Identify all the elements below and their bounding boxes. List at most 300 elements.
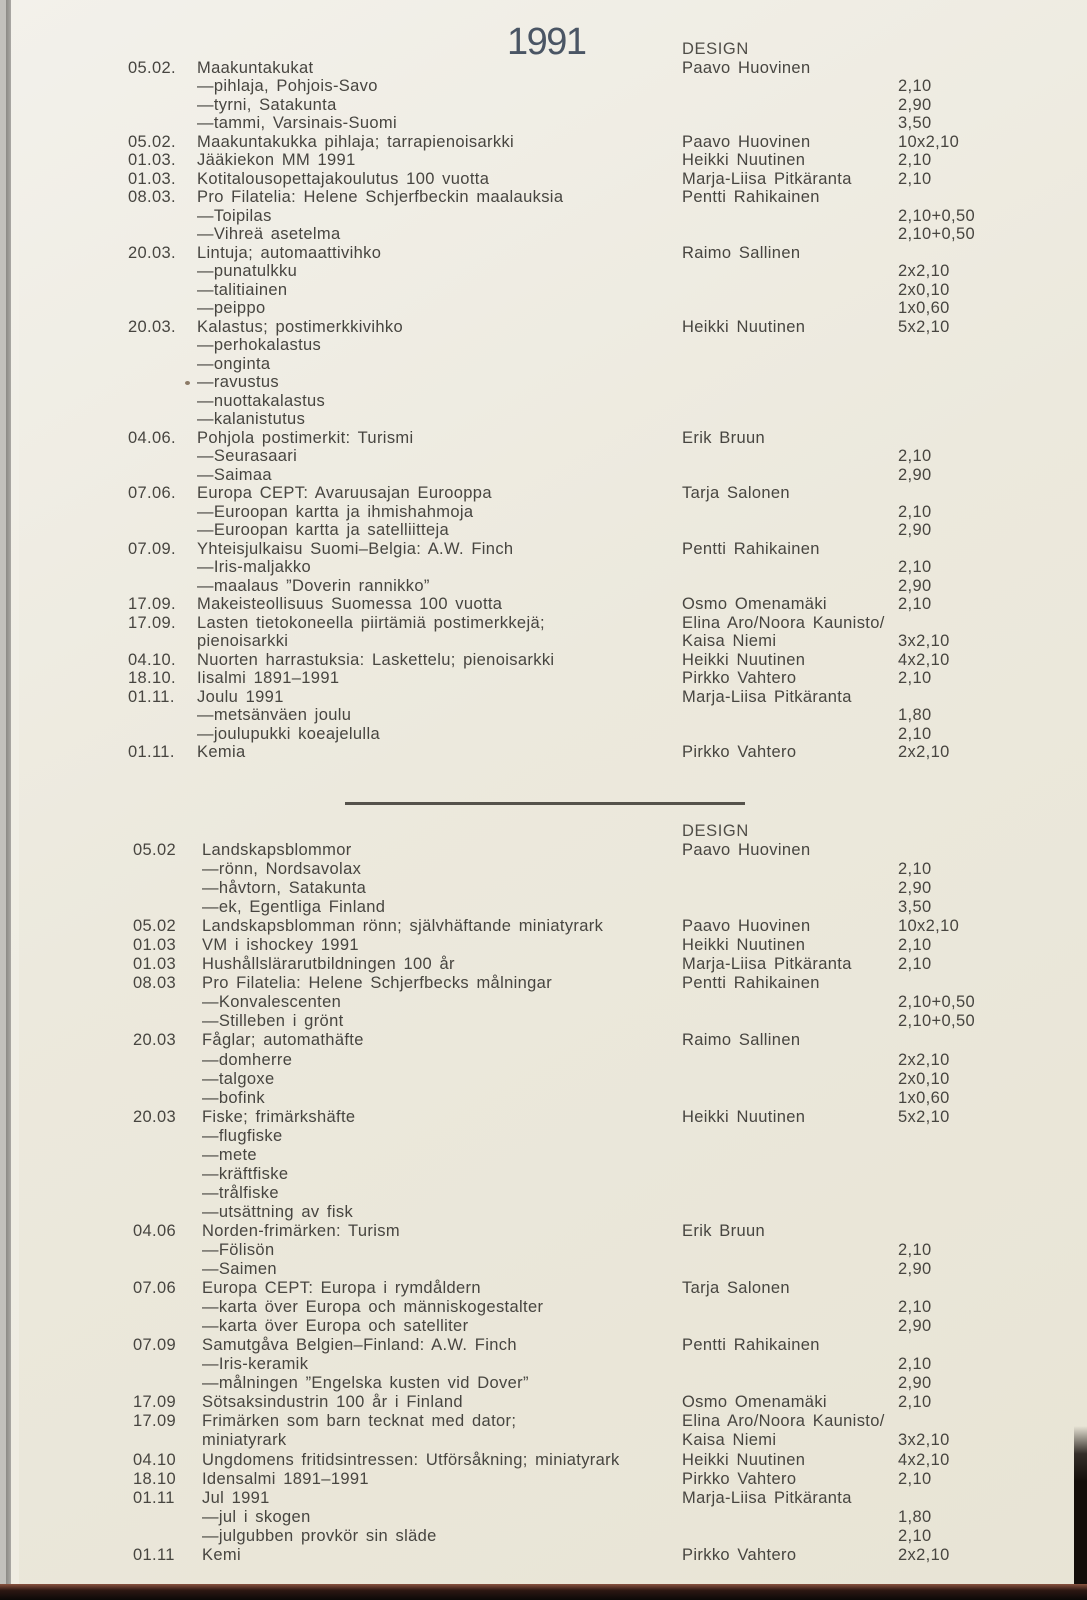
row-name: —Euroopan kartta ja ihmishahmoja: [197, 502, 474, 521]
row-name: —karta över Europa och människogestalter: [202, 1298, 544, 1317]
row-price: [898, 1127, 1087, 1146]
table-row: [0, 410, 1087, 429]
table-row: [0, 1374, 1087, 1393]
row-designer: [682, 410, 898, 429]
row-price: [898, 1279, 1087, 1298]
table-row: [0, 1355, 1087, 1374]
row-name: —bofink: [202, 1088, 265, 1107]
row-price: 2,10+0,50: [898, 206, 976, 225]
row-date: [133, 1527, 202, 1546]
row-name: Fiske; frimärkshäfte: [202, 1107, 356, 1126]
row-price: 1x0,60: [898, 1088, 950, 1107]
row-name: —Seurasaari: [197, 447, 298, 465]
row-designer: Paavo Huovinen: [682, 58, 811, 77]
table-row: [0, 1279, 1087, 1298]
row-date: [128, 466, 197, 485]
row-date: 05.02.: [128, 132, 176, 151]
row-date: 20.03.: [128, 317, 176, 336]
table-row: [0, 96, 1087, 115]
table-row: [0, 1431, 1087, 1450]
table-row: [0, 879, 1087, 898]
row-price: [898, 484, 1087, 503]
row-name: —utsättning av fisk: [202, 1202, 354, 1221]
row-date: 04.06.: [128, 428, 176, 447]
row-date: [133, 1298, 202, 1317]
row-price: 2,10: [898, 502, 932, 521]
page-title: 1991: [507, 21, 586, 63]
row-name: Europa CEPT: Avaruusajan Eurooppa: [197, 484, 492, 502]
row-designer: Raimo Sallinen: [682, 243, 801, 262]
row-designer: [682, 898, 898, 917]
row-price: 2x2,10: [898, 262, 950, 280]
row-designer: Heikki Nuutinen: [682, 936, 806, 955]
table-row: [0, 1393, 1087, 1412]
scan-edge-bottom: [0, 1584, 1087, 1600]
row-date: 20.03: [133, 1107, 177, 1126]
row-date: [128, 336, 197, 355]
row-name: Maakuntakukat: [197, 58, 314, 77]
table-row: [0, 725, 1087, 744]
row-date: 01.03: [133, 955, 177, 974]
table-row: [0, 170, 1087, 189]
row-name: —rönn, Nordsavolax: [202, 860, 362, 879]
row-designer: [682, 336, 898, 355]
row-designer: Osmo Omenamäki: [682, 1393, 827, 1412]
table-row: [0, 841, 1087, 860]
table-row: [0, 503, 1087, 522]
row-date: 20.03: [133, 1031, 177, 1050]
row-date: 04.10: [133, 1450, 177, 1469]
row-price: [898, 59, 1087, 78]
row-designer: [682, 1051, 898, 1070]
row-designer: Osmo Omenamäki: [682, 595, 827, 613]
row-price: [898, 974, 1087, 993]
row-price: [898, 841, 1087, 860]
row-price: [898, 410, 1087, 429]
row-date: [128, 447, 197, 466]
scan-edge-left-highlight: [11, 0, 19, 1600]
table-row: [0, 281, 1087, 300]
row-price: 3,50: [898, 114, 932, 132]
table-row: [0, 1165, 1087, 1184]
row-date: 01.03.: [128, 169, 176, 188]
row-date: 17.09.: [128, 595, 176, 613]
row-date: [128, 410, 197, 429]
row-price: 2x0,10: [898, 280, 950, 299]
row-designer: [682, 1012, 898, 1031]
row-name: Hushållslärarutbildningen 100 år: [202, 955, 455, 974]
row-name: —julgubben provkör sin släde: [202, 1526, 437, 1545]
row-name: —Saimaa: [197, 465, 272, 484]
row-name: Joulu 1991: [197, 687, 284, 706]
row-name: Yhteisjulkaisu Suomi–Belgia: A.W. Finch: [197, 539, 514, 558]
row-date: 18.10.: [128, 669, 176, 687]
table-row: [0, 1127, 1087, 1146]
row-name: —joulupukki koeajelulla: [197, 724, 380, 743]
row-name: Pro Filatelia: Helene Schjerfbeckin maalauksia: [197, 188, 564, 206]
row-price: [898, 336, 1087, 355]
row-name: Lasten tietokoneella piirtämiä postimerkkejä;: [197, 613, 545, 632]
rows-swedish: [0, 841, 1087, 1565]
row-price: 4x2,10: [898, 1450, 950, 1469]
row-designer: [682, 1241, 898, 1260]
row-price: [898, 373, 1087, 392]
table-row: [0, 651, 1087, 670]
row-date: 17.09.: [128, 613, 176, 632]
design-column-header: DESIGN: [682, 40, 749, 58]
row-name: —Iris-keramik: [202, 1355, 309, 1374]
row-price: [898, 392, 1087, 411]
row-price: 2,90: [898, 521, 932, 539]
row-date: [128, 114, 197, 133]
row-price: [898, 1336, 1087, 1355]
table-row: [0, 860, 1087, 879]
row-date: [133, 1317, 202, 1336]
row-date: [133, 1165, 202, 1184]
row-price: [898, 614, 1087, 633]
row-designer: [682, 299, 898, 318]
row-price: 2,90: [898, 1317, 932, 1336]
row-designer: [682, 373, 898, 392]
row-price: [898, 1031, 1087, 1050]
row-designer: [682, 1527, 898, 1546]
row-designer: [682, 392, 898, 411]
row-designer: [682, 466, 898, 485]
row-price: 10x2,10: [898, 132, 960, 151]
table-row: [0, 1260, 1087, 1279]
row-designer: Pentti Rahikainen: [682, 974, 820, 993]
row-price: 2,10: [898, 1469, 932, 1488]
row-name: —perhokalastus: [197, 336, 322, 354]
table-row: [0, 1031, 1087, 1050]
row-date: 07.06.: [128, 484, 176, 502]
row-price: 2,10: [898, 955, 932, 974]
row-name: —metsänväen joulu: [197, 706, 352, 724]
table-row: [0, 577, 1087, 596]
row-price: 10x2,10: [898, 917, 960, 936]
row-price: 2,90: [898, 465, 932, 484]
row-date: [133, 1184, 202, 1203]
table-row: [0, 1546, 1087, 1565]
row-designer: Kaisa Niemi: [682, 1431, 777, 1450]
row-designer: [682, 1508, 898, 1527]
row-price: 2,10: [898, 1526, 932, 1545]
row-designer: Marja-Liisa Pitkäranta: [682, 955, 852, 974]
row-price: 2,10: [898, 558, 932, 576]
row-date: 07.09.: [128, 539, 176, 558]
row-date: [128, 355, 197, 374]
row-designer: Tarja Salonen: [682, 1279, 790, 1298]
row-name: —peippo: [197, 299, 266, 317]
row-price: 2x2,10: [898, 1050, 950, 1069]
row-designer: [682, 1089, 898, 1108]
table-row: [0, 974, 1087, 993]
row-date: 04.10.: [128, 650, 176, 669]
row-price: 1x0,60: [898, 299, 950, 317]
row-name: —Vihreä asetelma: [197, 225, 341, 243]
row-price: 5x2,10: [898, 317, 950, 336]
row-date: [133, 898, 202, 917]
row-date: [128, 281, 197, 300]
row-designer: Pentti Rahikainen: [682, 539, 820, 558]
row-date: [128, 558, 197, 577]
row-date: 07.06: [133, 1279, 177, 1298]
row-designer: Heikki Nuutinen: [682, 151, 806, 169]
row-date: 01.11: [133, 1545, 175, 1564]
table-row: [0, 1298, 1087, 1317]
row-designer: [682, 1070, 898, 1089]
row-name: —tyrni, Satakunta: [197, 95, 337, 114]
row-designer: [682, 503, 898, 522]
table-row: [0, 1146, 1087, 1165]
row-price: [898, 1184, 1087, 1203]
table-row: [0, 898, 1087, 917]
row-name: Pohjola postimerkit: Turismi: [197, 428, 414, 447]
table-row: [0, 114, 1087, 133]
row-designer: Elina Aro/Noora Kaunisto/: [682, 1412, 885, 1431]
row-date: 05.02: [133, 917, 177, 936]
catalog-section-swedish: [0, 822, 1087, 1565]
row-date: 01.03.: [128, 151, 176, 169]
row-price: 2,10: [898, 936, 932, 955]
row-price: [898, 188, 1087, 207]
section-divider: [345, 802, 745, 805]
table-row: [0, 1412, 1087, 1431]
row-name: Kalastus; postimerkkivihko: [197, 317, 404, 336]
row-name: Frimärken som barn tecknat med dator;: [202, 1412, 517, 1431]
row-date: [128, 299, 197, 318]
row-price: 2,90: [898, 879, 932, 898]
row-date: [133, 1127, 202, 1146]
row-name: Kemi: [202, 1545, 241, 1564]
row-price: 2,90: [898, 576, 932, 595]
row-date: [128, 521, 197, 540]
row-name: —ravustus: [197, 373, 682, 392]
row-price: [898, 540, 1087, 559]
row-name: Nuorten harrastuksia: Laskettelu; pienoisarkki: [197, 650, 555, 669]
row-date: 18.10: [133, 1469, 177, 1488]
row-name: Sötsaksindustrin 100 år i Finland: [202, 1393, 463, 1412]
row-designer: Pirkko Vahtero: [682, 669, 797, 687]
row-designer: [682, 1260, 898, 1279]
table-row: [0, 521, 1087, 540]
row-name: Jääkiekon MM 1991: [197, 151, 356, 169]
row-price: 2,10: [898, 1393, 932, 1412]
row-date: [128, 262, 197, 281]
row-price: 2,10: [898, 669, 932, 687]
row-designer: [682, 1146, 898, 1165]
row-designer: [682, 262, 898, 281]
row-price: 1,80: [898, 1507, 932, 1526]
row-designer: [682, 207, 898, 226]
row-price: [898, 429, 1087, 448]
row-date: 08.03: [133, 974, 177, 993]
row-date: [128, 577, 197, 596]
table-row: [0, 484, 1087, 503]
row-designer: [682, 96, 898, 115]
table-row: [0, 1508, 1087, 1527]
table-row: [0, 373, 1087, 392]
row-price: 2,10: [898, 1298, 932, 1317]
row-name: Kemia: [197, 743, 246, 761]
row-name: Iisalmi 1891–1991: [197, 669, 340, 687]
row-name: —maalaus ”Doverin rannikko”: [197, 576, 430, 595]
table-row: [0, 1527, 1087, 1546]
row-name: —jul i skogen: [202, 1507, 311, 1526]
row-designer: [682, 447, 898, 466]
row-name: —kräftfiske: [202, 1164, 289, 1183]
row-date: [133, 860, 202, 879]
row-name: —domherre: [202, 1050, 293, 1069]
table-row: [0, 917, 1087, 936]
row-designer: [682, 993, 898, 1012]
row-price: 2,10: [898, 1240, 932, 1259]
row-name: Kotitalousopettajakoulutus 100 vuotta: [197, 169, 490, 188]
row-name: Europa CEPT: Europa i rymdåldern: [202, 1279, 481, 1298]
row-date: [133, 1070, 202, 1089]
row-name: —talitiainen: [197, 280, 288, 299]
table-row: [0, 1489, 1087, 1508]
row-price: [898, 1412, 1087, 1431]
row-designer: Pirkko Vahtero: [682, 1545, 797, 1564]
row-designer: Paavo Huovinen: [682, 841, 811, 859]
table-row: [0, 993, 1087, 1012]
row-date: 01.11.: [128, 687, 175, 706]
row-designer: Paavo Huovinen: [682, 132, 811, 151]
table-row: [0, 392, 1087, 411]
row-name: Landskapsblommor: [202, 841, 352, 859]
row-name: —Euroopan kartta ja satelliitteja: [197, 521, 450, 539]
row-designer: Kaisa Niemi: [682, 632, 777, 650]
row-date: [128, 77, 197, 96]
row-date: [128, 207, 197, 226]
row-date: [133, 1089, 202, 1108]
row-date: [133, 1355, 202, 1374]
table-row: [0, 1070, 1087, 1089]
row-price: 5x2,10: [898, 1107, 950, 1126]
table-row: [0, 318, 1087, 337]
row-name: Landskapsblomman rönn; självhäftande miniatyrark: [202, 917, 604, 936]
row-designer: Raimo Sallinen: [682, 1031, 801, 1050]
row-designer: Marja-Liisa Pitkäranta: [682, 169, 852, 188]
table-row: [0, 688, 1087, 707]
row-designer: [682, 1165, 898, 1184]
row-designer: [682, 114, 898, 133]
row-name: Fåglar; automathäfte: [202, 1031, 364, 1050]
table-row: [0, 669, 1087, 688]
table-row: [0, 1108, 1087, 1127]
row-name: —Konvalescenten: [202, 993, 342, 1012]
table-row: [0, 1222, 1087, 1241]
table-row: [0, 595, 1087, 614]
row-date: 08.03.: [128, 188, 176, 206]
row-price: [898, 1489, 1087, 1508]
row-price: 2,10: [898, 860, 932, 879]
row-price: 3x2,10: [898, 632, 950, 650]
row-date: [128, 225, 197, 244]
row-designer: [682, 1355, 898, 1374]
row-name: Idensalmi 1891–1991: [202, 1469, 369, 1488]
row-name: —mete: [202, 1145, 257, 1164]
design-column-header: DESIGN: [682, 822, 749, 840]
rows-finnish: [0, 59, 1087, 762]
table-row: [0, 355, 1087, 374]
row-date: 17.09: [133, 1412, 177, 1431]
row-price: 2,10: [898, 1355, 932, 1374]
row-date: [133, 1051, 202, 1070]
row-price: 3,50: [898, 898, 932, 917]
row-name: —karta över Europa och satelliter: [202, 1317, 469, 1336]
row-name: Norden-frimärken: Turism: [202, 1221, 400, 1240]
table-row: [0, 1241, 1087, 1260]
table-row: [0, 225, 1087, 244]
row-price: [898, 355, 1087, 374]
row-designer: [682, 860, 898, 879]
row-name: —flugfiske: [202, 1126, 283, 1145]
row-name: pienoisarkki: [197, 632, 289, 650]
row-designer: Marja-Liisa Pitkäranta: [682, 687, 852, 706]
row-designer: [682, 225, 898, 244]
row-date: [128, 96, 197, 115]
table-row: [0, 558, 1087, 577]
table-row: [0, 207, 1087, 226]
table-row: [0, 1451, 1087, 1470]
row-designer: Pirkko Vahtero: [682, 1469, 797, 1488]
row-designer: [682, 1374, 898, 1393]
row-price: [898, 688, 1087, 707]
row-date: 17.09: [133, 1393, 177, 1412]
row-name: —håvtorn, Satakunta: [202, 879, 367, 898]
table-row: [0, 632, 1087, 651]
row-name: —Stilleben i grönt: [202, 1012, 344, 1031]
row-designer: Tarja Salonen: [682, 484, 790, 502]
row-name: Samutgåva Belgien–Finland: A.W. Finch: [202, 1336, 517, 1355]
row-date: [133, 1146, 202, 1165]
table-row: [0, 299, 1087, 318]
row-name: —Iris-maljakko: [197, 558, 311, 576]
row-designer: [682, 706, 898, 725]
table-row: [0, 1012, 1087, 1031]
row-name: VM i ishockey 1991: [202, 936, 359, 955]
table-row: [0, 336, 1087, 355]
row-price: 3x2,10: [898, 1431, 950, 1450]
row-date: [133, 1012, 202, 1031]
row-name: —punatulkku: [197, 262, 298, 280]
row-designer: Elina Aro/Noora Kaunisto/: [682, 613, 885, 632]
table-row: [0, 706, 1087, 725]
table-row: [0, 1184, 1087, 1203]
table-row: [0, 262, 1087, 281]
table-row: [0, 429, 1087, 448]
row-name: —målningen ”Engelska kusten vid Dover”: [202, 1374, 529, 1393]
row-price: [898, 244, 1087, 263]
table-row: [0, 447, 1087, 466]
row-designer: Paavo Huovinen: [682, 917, 811, 936]
row-date: 01.03: [133, 936, 177, 955]
row-price: 2,10: [898, 447, 932, 465]
row-name: —ek, Egentliga Finland: [202, 898, 386, 917]
table-row: [0, 1336, 1087, 1355]
row-price: 2,90: [898, 1374, 932, 1393]
table-row: [0, 188, 1087, 207]
row-name: —talgoxe: [202, 1069, 275, 1088]
row-designer: Heikki Nuutinen: [682, 1107, 806, 1126]
table-row: [0, 1051, 1087, 1070]
row-designer: [682, 1184, 898, 1203]
row-name: Ungdomens fritidsintressen: Utförsåkning; miniatyrark: [202, 1450, 620, 1469]
row-date: [133, 879, 202, 898]
row-date: [133, 1260, 202, 1279]
